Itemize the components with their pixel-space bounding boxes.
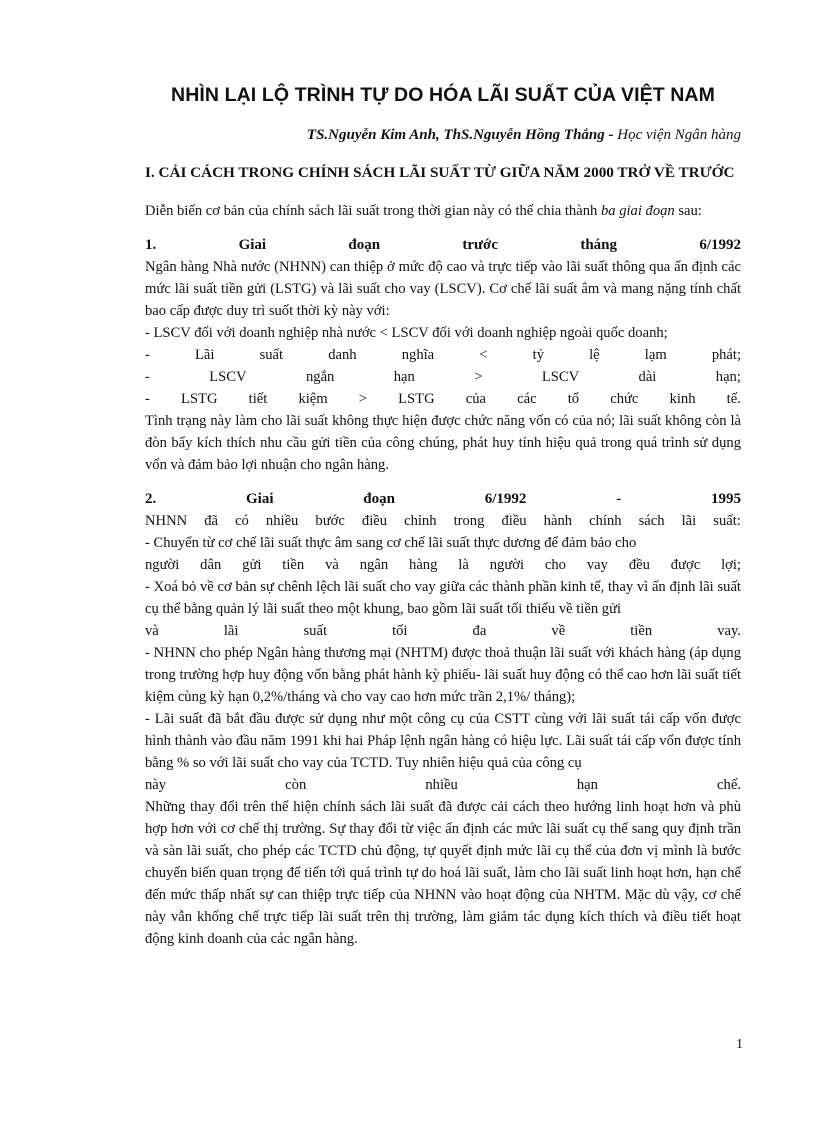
word: đều [628,557,650,573]
word: tiền [282,557,305,573]
word: - [616,491,622,507]
word: này [145,777,167,793]
word: - [145,391,150,407]
word: suất: [713,513,741,529]
word: lợi; [721,557,741,573]
author-names: TS.Nguyễn Kim Anh, ThS.Nguyễn Hồng Thắng - [306,127,614,143]
section-heading-1: I. CẢI CÁCH TRONG CHÍNH SÁCH LÃI SUẤT TỪ GIỮA NĂM 2000 TRỞ VỀ TRƯỚC [145,164,735,181]
word: là [458,557,469,573]
word: người [489,557,524,573]
word: bước [315,513,345,529]
word: đoạn [348,237,381,253]
section-2-bullet-4-end [145,774,741,796]
word: sách [638,513,665,529]
section-2-bullet-4: - Lãi suất đã bắt đầu được sử dụng như một công cụ của CSTT cùng với lãi suất tái cấp vốn được hình thành vào đầu năm 1991 khi hai Pháp lệnh ngân hàng có hiệu lực. Lãi suất tái cấp vốn được tính bằng % so với lãi suất cho vay của TCTD. Tuy nhiên hiệu quả của công cụ [145,711,741,771]
word: tối [392,623,408,639]
word: LSTG [398,391,435,407]
word: hành [543,513,573,529]
document-page [145,84,741,950]
word: dân [200,557,222,573]
word: 1995 [710,491,741,507]
word: tiết [248,391,268,407]
word: LSCV [209,369,247,385]
word: - [145,347,150,363]
word: Giai [246,491,274,507]
word: lãi [681,513,697,529]
word: người [145,557,180,573]
word: Lãi [195,347,215,363]
section-1-heading [145,234,741,256]
word: điều [361,513,388,529]
word: chức [610,391,639,407]
word: lệ [589,347,600,363]
word: các [517,391,537,407]
word: điều [501,513,527,529]
page-number: 1 [736,1037,743,1052]
word: nhiều [265,513,299,529]
section-2-bullet-2: - Xoá bỏ về cơ bản sự chênh lệch lãi suất cho vay giữa các thành phần kinh tế, thay vì ấn định lãi suất cụ thể bằng quản lý lãi suất theo một khung, bao gồm lãi suất tối thiểu về tiền gửi [145,579,741,617]
word: ngắn [305,369,335,385]
word: đã [204,513,219,529]
section-1 [145,234,741,476]
word: 6/1992 [484,491,527,507]
section-1-paragraph-1: Ngân hàng Nhà nước (NHNN) can thiệp ở mức độ cao và trực tiếp vào lãi suất thông qua ấn định các mức lãi suất tiền gửi (LSTG) và lãi suất cho vay (LSCV). Cơ chế lãi suất âm và mang nặng tính chất bao cấp được duy trì suốt thời kỳ này với: [145,259,741,319]
word: 6/1992 [699,237,741,253]
section-2-lead [145,510,741,532]
word: nhiều [425,777,458,793]
word: NHNN [145,513,188,529]
intro-paragraph: Diễn biến cơ bản của chính sách lãi suất trong thời gian này có thể chia thành ba giai đoạn sau: [145,203,702,219]
word: danh [328,347,357,363]
word: trong [453,513,485,529]
word: chỉnh [404,513,437,529]
word: đoạn [363,491,395,507]
author-institution: Học viện Ngân hàng [617,127,741,143]
word: hạn [393,369,415,385]
document-title: NHÌN LẠI LỘ TRÌNH TỰ DO HÓA LÃI SUẤT CỦA VIỆT NAM [171,84,715,106]
section-2-heading [145,488,741,510]
section-1-paragraph-2: Tình trạng này làm cho lãi suất không thực hiện được chức năng vốn có của nó; lãi suất không còn là đòn bẩy kích thích nhu cầu gửi tiền của công chúng, phát huy tính hiệu quả trong quá trình sử dụng vốn và đảm bảo lợi nhuận cho ngân hàng. [145,413,741,473]
word: chính [589,513,622,529]
word: ngân [359,557,389,573]
section-1-bullet-3 [145,366,741,388]
word: về [551,623,566,639]
word: tiền [630,623,653,639]
word: gửi [242,557,262,573]
section-2 [145,488,741,950]
word: LSCV [541,369,580,385]
word: được [670,557,701,573]
word: có [235,513,249,529]
word: lãi [223,623,239,639]
word: - [145,369,150,385]
word: hàng [409,557,438,573]
word: cho [544,557,566,573]
word: suất [259,347,284,363]
word: và [325,557,339,573]
word: còn [285,777,307,793]
section-1-bullet-2 [145,344,741,366]
section-2-bullet-3: - NHNN cho phép Ngân hàng thương mại (NHTM) được thoả thuận lãi suất với khách hàng (áp dụng trong trường hợp huy động vốn bằng phát hành kỳ phiếu- lãi suất huy động có thể cao hơn lãi suất tiết kiệm cùng kỳ hạn 0,2%/tháng và cho vay cao hơn mức trần 2,1%/ tháng); [145,645,741,705]
word: < [479,347,488,363]
word: chế. [717,777,741,793]
section-1-bullet-1: - LSCV đối với doanh nghiệp nhà nước < LSCV đối với doanh nghiệp ngoài quốc doanh; [145,325,668,341]
word: trước [462,237,499,253]
section-2-bullet-2-end [145,620,741,642]
word: tháng [580,237,618,253]
word: đa [472,623,487,639]
section-2-bullet-1-end [145,554,741,576]
word: > [358,391,367,407]
authors-line [145,127,741,144]
word: vay. [717,623,741,639]
word: Giai [238,237,267,253]
word: suất [303,623,328,639]
section-2-bullet-1: - Chuyển từ cơ chế lãi suất thực âm sang cơ chế lãi suất thực dương để đảm bảo cho [145,535,637,551]
word: > [474,369,483,385]
word: dài [638,369,657,385]
word: hạn; [715,369,741,385]
word: vay [586,557,608,573]
word: 1. [145,237,157,253]
word: kiệm [298,391,328,407]
word: của [465,391,487,407]
word: nghĩa [401,347,435,363]
word: LSTG [181,391,218,407]
word: kinh [669,391,696,407]
word: tổ [567,391,580,407]
word: lạm [644,347,667,363]
word: tế. [726,391,741,407]
section-1-bullet-4 [145,388,741,410]
word: hạn [576,777,598,793]
word: tỷ [532,347,544,363]
word: và [145,623,159,639]
section-2-final-paragraph: Những thay đổi trên thể hiện chính sách lãi suất đã được cải cách theo hướng linh hoạt hơn và phù hợp hơn với cơ chế thị trường. Sự thay đổi từ việc ấn định các mức lãi suất cụ thể sang quy định trần và sàn lãi suất, cho phép các TCTD chủ động, tự quyết định mức lãi cụ thể của đơn vị mình là bước chuyển biến quan trọng để tiến tới quá trình tự do hoá lãi suất, làm cho lãi suất linh hoạt hơn, hạn chế đến mức thấp nhất sự can thiệp trực tiếp của NHNN vào hoạt động của NHTM. Mặc dù vậy, cơ chế này vẫn khống chế trực tiếp lãi suất trên thị trường, làm giảm tác dụng kích thích và điều tiết hoạt động kinh doanh của các ngân hàng. [145,799,741,947]
word: 2. [145,491,157,507]
word: phát; [711,347,741,363]
